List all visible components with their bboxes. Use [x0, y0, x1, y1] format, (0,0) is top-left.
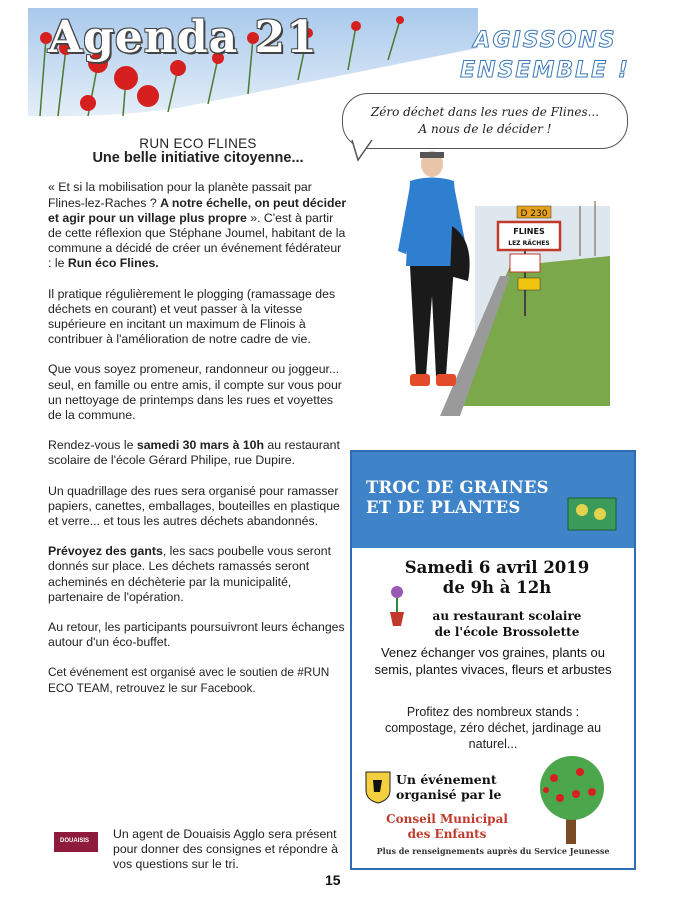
- speech-bubble-tail: [350, 140, 380, 162]
- article-paragraph-5: Un quadrillage des rues sera organisé pour ramasser papiers, canettes, emballages, bouteilles en plastique et verre... et tous les autres déchets abandonnés.: [48, 483, 340, 529]
- flyer-stands: Profitez des nombreux stands : compostage, zéro déchet, jardinage au naturel...: [384, 705, 602, 751]
- flyer-place-line2: de l'école Brossolette: [434, 625, 580, 639]
- runner-photo: [380, 146, 610, 436]
- p1-bold: A notre échelle, on peut décider et agir pour un village plus propre: [48, 195, 347, 225]
- flyer-place: [392, 608, 622, 640]
- p4-date: samedi 30 mars à 10h: [136, 438, 265, 453]
- article-paragraph-8: Cet événement est organisé avec le soutien de #RUN ECO TEAM, retrouvez le sur Facebook.: [48, 665, 330, 695]
- flyer-organizer-name: [362, 812, 532, 842]
- road-sign-text: D 230: [520, 209, 548, 219]
- flyer-title: [366, 478, 566, 518]
- bubble-line1: Zéro déchet dans les rues de Flines...: [370, 105, 600, 119]
- flyer-date-line1: Samedi 6 avril 2019: [404, 558, 590, 577]
- p4-text-a: Rendez-vous le: [48, 438, 137, 453]
- article-paragraph-6: [48, 544, 348, 605]
- tagline: [455, 26, 635, 86]
- page-title: Agenda 21: [48, 12, 318, 63]
- flyer-title-line2: ET DE PLANTES: [366, 498, 521, 517]
- flyer-org-line2: organisé par le: [396, 787, 502, 802]
- bubble-line2: A nous de le décider !: [418, 122, 552, 136]
- p6-text: , les sacs poubelle vous seront donnés sur place. Les déchets ramassés seront acheminés en déchèterie par la municipalité, partenaire de l'opération.: [48, 544, 331, 604]
- article-headline: Une belle initiative citoyenne...: [92, 150, 304, 167]
- p4-text-c: au restaurant scolaire de l'école Gérard Philipe, rue Dupire.: [48, 438, 340, 468]
- p1-text-c: ». C'est à partir de cette réflexion que Stéphane Joumel, habitant de la commune a décidé de créer un événement fédérateur : le: [48, 210, 346, 271]
- seed-swap-flyer: [350, 450, 636, 870]
- article-paragraph-2: Il pratique régulièrement le plogging (ramassage des déchets en courant) et veut passer à la vitesse supérieure en incitant un maximum de Flinois à contribuer à l'amélioration de notre cadre de vie.: [48, 286, 336, 347]
- douaisis-logo-text: DOUAISIS: [60, 838, 90, 844]
- flyer-organizer: [396, 772, 526, 802]
- town-sign-line2: LEZ RÂCHES: [508, 240, 550, 247]
- tagline-line1: AGISSONS: [473, 28, 617, 53]
- flyer-org-line1: Un événement: [396, 772, 497, 787]
- tagline-line2: ENSEMBLE !: [460, 58, 630, 83]
- flyer-invite: Venez échanger vos graines, plants ou semis, plantes vivaces, fleurs et arbustes: [374, 645, 612, 677]
- p6-bold: Prévoyez des gants: [48, 544, 163, 559]
- article-paragraph-4: [48, 438, 348, 468]
- article: [48, 136, 348, 711]
- flyer-title-line1: TROC DE GRAINES: [366, 478, 549, 497]
- flyer-org-name-line2: des Enfants: [407, 827, 487, 841]
- page-number: 15: [325, 872, 341, 888]
- p1-event-name: Run éco Flines.: [67, 256, 159, 271]
- article-paragraph-7: Au retour, les participants poursuivront leurs échanges autour d'un éco-buffet.: [48, 620, 345, 650]
- flyer-info: Plus de renseignements auprès du Service Jeunesse: [376, 846, 610, 856]
- town-sign-line1: FLINES: [513, 227, 545, 236]
- coat-of-arms-icon: [364, 770, 392, 804]
- flyer-org-name-line1: Conseil Municipal: [386, 812, 508, 826]
- agglo-note: Un agent de Douaisis Agglo sera présent pour donner des consignes et répondre à vos questions sur le tri.: [113, 827, 338, 871]
- flyer-date-line2: de 9h à 12h: [442, 578, 552, 597]
- article-paragraph-1: [48, 180, 348, 271]
- speech-bubble-text: [350, 104, 620, 138]
- tree-icon: [520, 754, 624, 844]
- flyer-place-line1: au restaurant scolaire: [432, 609, 582, 623]
- article-paragraph-3: Que vous soyez promeneur, randonneur ou joggeur... seul, en famille ou entre amis, il compte sur vous pour un nettoyage de printemps dans les rues et voyettes de la commune.: [48, 362, 342, 423]
- article-kicker: RUN ECO FLINES: [139, 136, 257, 151]
- p1-text-a: « Et si la mobilisation pour la planète passait par Flines-lez-Raches ?: [48, 180, 312, 210]
- seed-packets-icon: [564, 488, 620, 534]
